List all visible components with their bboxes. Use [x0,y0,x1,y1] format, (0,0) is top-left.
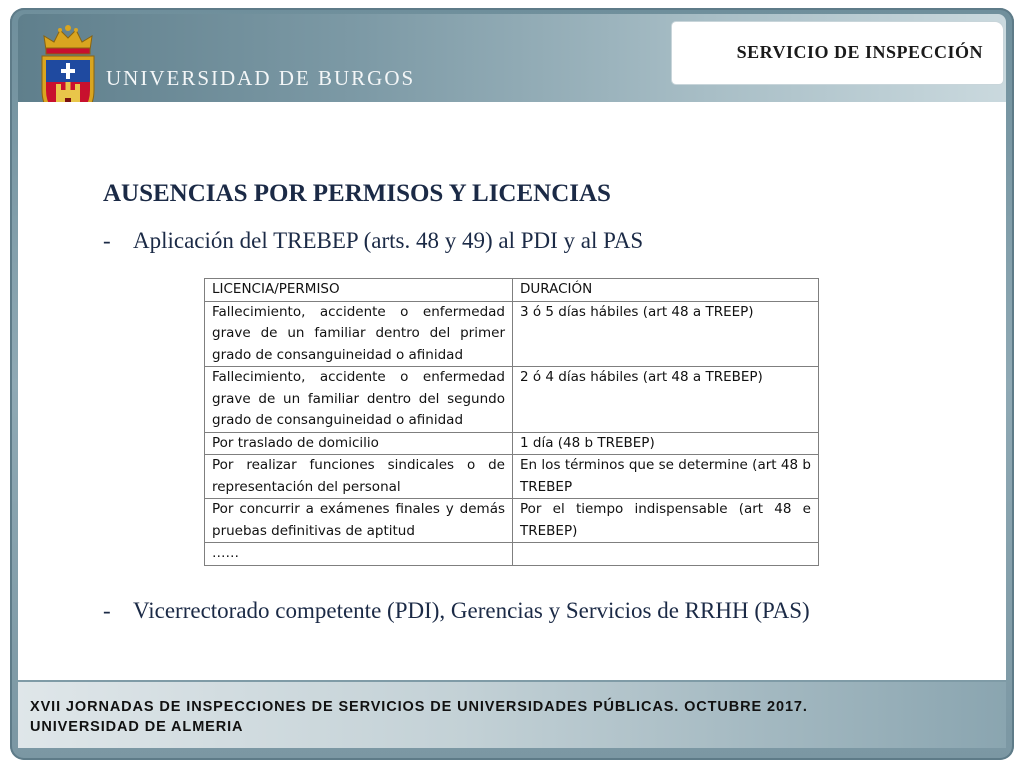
slide-title: AUSENCIAS POR PERMISOS Y LICENCIAS [103,180,611,207]
service-title: SERVICIO DE INSPECCIÓN [736,42,983,62]
table-cell: Fallecimiento, accidente o enfermedad grave de un familiar dentro del segundo grado de consanguineidad o afinidad [205,367,513,433]
table-cell: Por traslado de domicilio [205,432,513,455]
table-row [205,367,819,433]
footer-text [30,697,808,737]
bullet-text: Vicerrectorado competente (PDI), Gerencias y Servicios de RRHH (PAS) [133,598,810,623]
bullet-marker: - [103,228,111,253]
table-cell: 1 día (48 b TREBEP) [513,432,819,455]
table-cell: …… [205,543,513,566]
table-row [205,543,819,566]
column-header: DURACIÓN [513,279,819,302]
bullet-competent-bodies [103,598,810,624]
table-cell: Por concurrir a exámenes finales y demás pruebas definitivas de aptitud [205,499,513,543]
table-row [205,432,819,455]
table-cell: Por realizar funciones sindicales o de representación del personal [205,455,513,499]
table-row [205,499,819,543]
column-header: LICENCIA/PERMISO [205,279,513,302]
crown-icon [44,25,92,54]
table-row [205,455,819,499]
permissions-table [204,278,819,566]
table-header-row [205,279,819,302]
bullet-text: Aplicación del TREBEP (arts. 48 y 49) al PDI y al PAS [133,228,644,253]
bullet-marker: - [103,598,111,623]
table-cell [513,543,819,566]
table-cell: 2 ó 4 días hábiles (art 48 a TREBEP) [513,367,819,433]
university-name: UNIVERSIDAD DE BURGOS [106,66,416,90]
table-cell: En los términos que se determine (art 48 b TREBEP [513,455,819,499]
table-cell: Fallecimiento, accidente o enfermedad grave de un familiar dentro del primer grado de consanguineidad o afinidad [205,301,513,367]
table-cell: Por el tiempo indispensable (art 48 e TREBEP) [513,499,819,543]
service-banner [672,22,1003,84]
footer-line-1: XVII JORNADAS DE INSPECCIONES DE SERVICIOS DE UNIVERSIDADES PÚBLICAS. OCTUBRE 2017. [30,699,808,715]
footer-line-2: UNIVERSIDAD DE ALMERIA [30,719,244,735]
table-cell: 3 ó 5 días hábiles (art 48 a TREEP) [513,301,819,367]
table-row [205,301,819,367]
bullet-trebep [103,228,643,254]
